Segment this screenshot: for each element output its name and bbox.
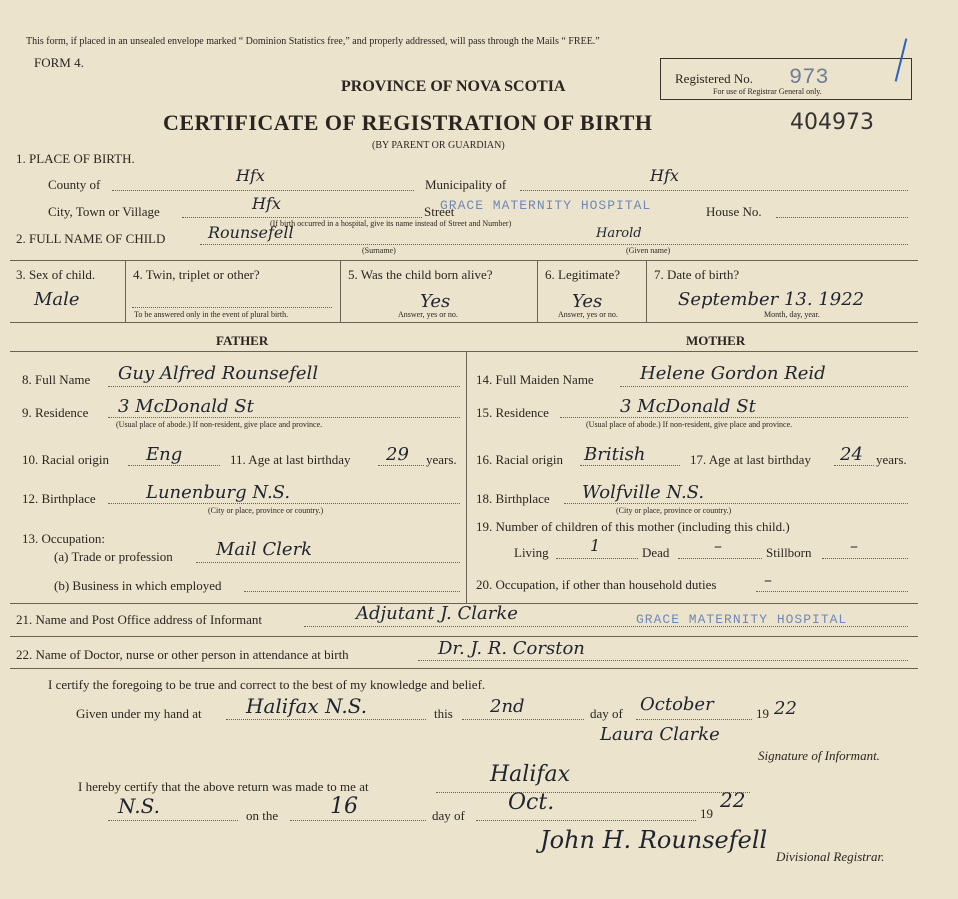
father-name: Guy Alfred Rounsefell [118, 363, 319, 384]
day-of-label: day of [590, 706, 623, 721]
father-birthplace: Lunenburg N.S. [146, 482, 291, 503]
alive-value: Yes [420, 291, 451, 312]
mother-age-label: 17. Age at last birthday [690, 452, 811, 467]
mother-age: 24 [840, 444, 863, 465]
alive-label: 5. Was the child born alive? [348, 267, 493, 282]
sex-value: Male [34, 289, 80, 310]
given-under-label: Given under my hand at [76, 706, 202, 721]
registrar-place-province: N.S. [118, 794, 160, 818]
informant-signature: Laura Clarke [600, 724, 720, 745]
given-year: 22 [774, 698, 797, 719]
alive-note: Answer, yes or no. [398, 310, 458, 319]
informant-signature-caption: Signature of Informant. [758, 748, 880, 763]
informant-name: Adjutant J. Clarke [356, 603, 518, 624]
mother-residence-note: (Usual place of abode.) If non-resident, give place and province. [586, 420, 793, 429]
registrar-caption: Divisional Registrar. [776, 849, 885, 864]
father-racial-label: 10. Racial origin [22, 452, 110, 467]
father-business-label: (b) Business in which employed [54, 578, 222, 593]
legitimate-value: Yes [572, 291, 603, 312]
father-name-label: 8. Full Name [22, 372, 91, 387]
given-caption: (Given name) [626, 246, 671, 255]
registrar-day: 16 [330, 794, 358, 819]
doctor-value: Dr. J. R. Corston [438, 638, 585, 659]
registrar-text: I hereby certify that the above return was made to me at [78, 779, 369, 794]
registrar-year: 22 [720, 788, 746, 812]
father-years: years. [426, 452, 457, 467]
father-age-label: 11. Age at last birthday [230, 452, 351, 467]
father-residence-label: 9. Residence [22, 405, 89, 420]
father-trade-label: (a) Trade or profession [54, 549, 173, 564]
mother-heading: MOTHER [686, 333, 746, 348]
surname-caption: (Surname) [362, 246, 396, 255]
street-label: Street [424, 204, 455, 219]
form-number: FORM 4. [34, 55, 84, 70]
mother-years: years. [876, 452, 907, 467]
registered-box [660, 58, 912, 100]
twin-label: 4. Twin, triplet or other? [133, 267, 260, 282]
mother-birthplace-label: 18. Birthplace [476, 491, 550, 506]
mother-occupation: – [764, 570, 772, 589]
this-label: this [434, 706, 453, 721]
informant-address-stamp: GRACE MATERNITY HOSPITAL [636, 612, 848, 627]
mother-birthplace: Wolfville N.S. [582, 482, 705, 503]
registrar-signature: John H. Rounsefell [540, 826, 768, 854]
given-day: 2nd [490, 696, 525, 717]
mother-birthplace-note: (City or place, province or country.) [616, 506, 732, 515]
province-heading: PROVINCE OF NOVA SCOTIA [341, 78, 566, 95]
child-name-label: 2. FULL NAME OF CHILD [16, 231, 166, 246]
mother-residence-label: 15. Residence [476, 405, 549, 420]
legitimate-label: 6. Legitimate? [545, 267, 621, 282]
registrar-place: Halifax [490, 762, 571, 787]
dob-note: Month, day, year. [764, 310, 820, 319]
legitimate-note: Answer, yes or no. [558, 310, 618, 319]
stillborn-label: Stillborn [766, 545, 812, 560]
given-place: Halifax N.S. [246, 694, 368, 718]
given-month: October [640, 694, 714, 715]
child-given-name: Harold [596, 226, 642, 241]
father-residence: 3 McDonald St [118, 396, 254, 417]
registrar-note: For use of Registrar General only. [713, 87, 822, 96]
mother-name: Helene Gordon Reid [640, 363, 826, 384]
certificate-title: CERTIFICATE OF REGISTRATION OF BIRTH [163, 110, 653, 135]
twin-note: To be answered only in the event of plural birth. [134, 310, 289, 319]
father-age: 29 [386, 444, 409, 465]
mother-residence: 3 McDonald St [620, 396, 756, 417]
mother-children-label: 19. Number of children of this mother (including this child.) [476, 519, 790, 534]
certificate-subtitle: (BY PARENT OR GUARDIAN) [372, 140, 505, 151]
municipality-label: Municipality of [425, 177, 507, 192]
sex-label: 3. Sex of child. [16, 267, 96, 282]
father-birthplace-label: 12. Birthplace [22, 491, 96, 506]
father-birthplace-note: (City or place, province or country.) [208, 506, 324, 515]
street-stamp: GRACE MATERNITY HOSPITAL [440, 198, 652, 213]
house-label: House No. [706, 204, 762, 219]
mother-racial-origin: British [584, 444, 646, 465]
father-residence-note: (Usual place of abode.) If non-resident, give place and province. [116, 420, 323, 429]
registered-number: 973 [789, 65, 829, 90]
mail-notice: This form, if placed in an unsealed envelope marked “ Dominion Statistics free,” and properly addressed, will pass through the Mails “ FREE.” [26, 36, 600, 47]
mother-occupation-label: 20. Occupation, if other than household duties [476, 577, 717, 592]
dob-label: 7. Date of birth? [654, 267, 740, 282]
doctor-label: 22. Name of Doctor, nurse or other person in attendance at birth [16, 647, 349, 662]
county-label: County of [48, 177, 101, 192]
registered-label: Registered No. [675, 71, 753, 86]
dob-value: September 13. 1922 [678, 289, 865, 310]
city-label: City, Town or Village [48, 204, 160, 219]
living-label: Living [514, 545, 549, 560]
place-heading: 1. PLACE OF BIRTH. [16, 151, 135, 166]
year-prefix: 19 [756, 706, 769, 721]
dead-value: – [714, 536, 722, 555]
serial-number: 404973 [790, 110, 874, 135]
registrar-day-of: day of [432, 808, 465, 823]
father-trade: Mail Clerk [216, 539, 313, 560]
city-value: Hfx [252, 194, 281, 213]
registrar-year-prefix: 19 [700, 806, 713, 821]
father-heading: FATHER [216, 333, 269, 348]
hospital-note: (If birth occurred in a hospital, give its name instead of Street and Number) [270, 219, 512, 228]
stillborn-value: – [850, 536, 858, 555]
child-surname: Rounsefell [208, 223, 294, 242]
registrar-month: Oct. [508, 790, 555, 815]
living-value: 1 [590, 536, 601, 555]
mother-name-label: 14. Full Maiden Name [476, 372, 594, 387]
county-value: Hfx [236, 166, 265, 185]
father-racial-origin: Eng [146, 444, 183, 465]
dead-label: Dead [642, 545, 670, 560]
certify-text: I certify the foregoing to be true and correct to the best of my knowledge and belief. [48, 677, 486, 692]
father-occupation-label: 13. Occupation: [22, 531, 106, 546]
on-the-label: on the [246, 808, 279, 823]
municipality-value: Hfx [650, 166, 679, 185]
informant-label: 21. Name and Post Office address of Informant [16, 612, 262, 627]
mother-racial-label: 16. Racial origin [476, 452, 564, 467]
